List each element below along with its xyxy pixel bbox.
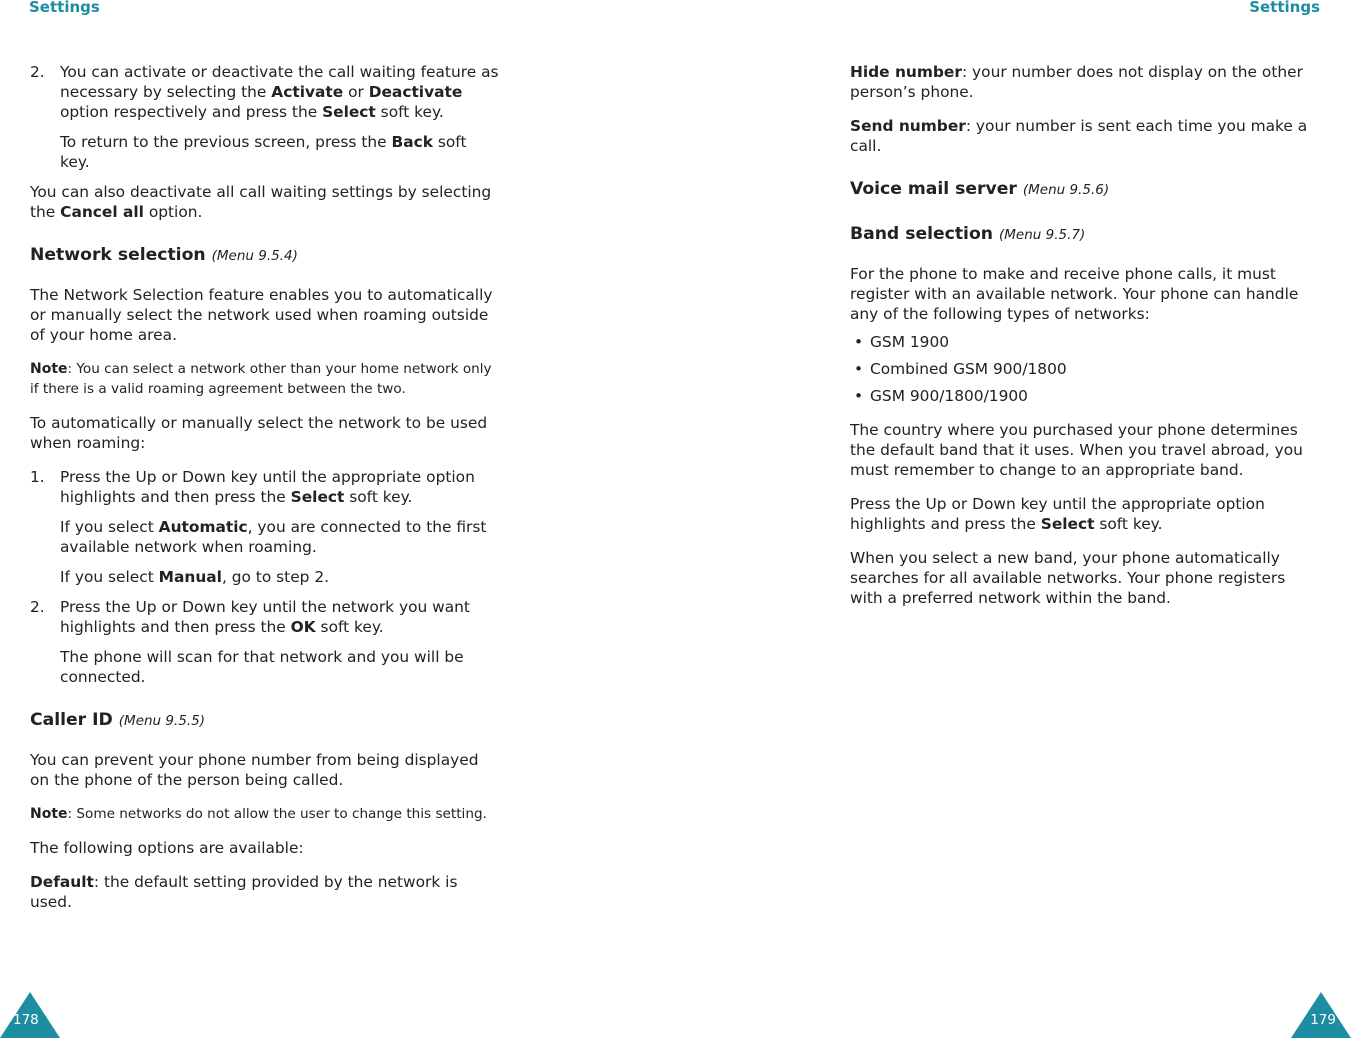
country-paragraph: The country where you purchased your phone determines the default band that it uses. When you travel abroad, you must remember to change to an appropriate band.	[850, 421, 1303, 479]
caller-id-intro: You can prevent your phone number from being displayed on the phone of the person being called.	[30, 751, 479, 789]
caller-id-heading: Caller ID (Menu 9.5.5)	[30, 710, 206, 730]
call-waiting-step-2: 2. You can activate or deactivate the call waiting feature as necessary by selecting the Activate or Deactivate option respectively and press the Select soft key.	[30, 63, 499, 121]
running-header-left: Settings	[29, 0, 100, 16]
page-number-left: 178	[13, 1012, 39, 1028]
scan-text: The phone will scan for that network and you will be connected.	[60, 648, 464, 686]
menu-reference: (Menu 9.5.7)	[999, 227, 1086, 243]
new-band-paragraph: When you select a new band, your phone automatically searches for all available networks. Your phone registers with a preferred network within the band.	[850, 549, 1286, 607]
bullet-icon: •	[854, 333, 864, 351]
left-page-content	[30, 62, 500, 926]
press-paragraph: Press the Up or Down key until the appropriate option highlights and press the Select soft key.	[850, 495, 1265, 533]
network-selection-heading: Network selection (Menu 9.5.4)	[30, 245, 298, 265]
network-step-1: 1. Press the Up or Down key until the appropriate option highlights and then press the Select soft key.	[30, 468, 475, 506]
step-number: 1.	[30, 468, 45, 486]
right-page-content	[850, 62, 1320, 622]
band-intro: For the phone to make and receive phone calls, it must register with an available network. Your phone can handle any of the following types of networks:	[850, 265, 1299, 323]
network-step-2: 2. Press the Up or Down key until the network you want highlights and then press the OK soft key.	[30, 598, 470, 636]
list-item: • GSM 1900	[854, 333, 950, 351]
list-item: • Combined GSM 900/1800	[854, 360, 1067, 378]
running-header-right: Settings	[1249, 0, 1320, 16]
list-item: • GSM 900/1800/1900	[854, 387, 1028, 405]
network-intro: The Network Selection feature enables you to automatically or manually select the network used when roaming outside of your home area.	[30, 286, 493, 344]
back-instruction: To return to the previous screen, press the Back soft key.	[60, 133, 467, 171]
options-lead: The following options are available:	[30, 839, 304, 857]
step-number: 2.	[30, 63, 45, 81]
send-number-option: Send number: your number is sent each time you make a call.	[850, 117, 1308, 155]
page-number-right: 179	[1310, 1012, 1336, 1028]
menu-reference: (Menu 9.5.6)	[1022, 182, 1110, 198]
automatic-option-text: If you select Automatic, you are connected to the first available network when roaming.	[60, 518, 487, 556]
network-lead: To automatically or manually select the network to be used when roaming:	[30, 414, 488, 452]
step-number: 2.	[30, 598, 45, 616]
caller-id-note: Note: Some networks do not allow the user to change this setting.	[30, 806, 487, 822]
menu-reference: (Menu 9.5.5)	[118, 713, 206, 729]
bullet-icon: •	[854, 360, 864, 378]
cancel-all-paragraph: You can also deactivate all call waiting settings by selecting the Cancel all option.	[30, 183, 492, 221]
manual-option-text: If you select Manual, go to step 2.	[60, 568, 330, 586]
menu-reference: (Menu 9.5.4)	[211, 248, 298, 264]
network-type-list	[850, 332, 1320, 406]
band-selection-heading: Band selection (Menu 9.5.7)	[850, 224, 1086, 244]
bullet-icon: •	[854, 387, 864, 405]
default-option: Default: the default setting provided by the network is used.	[30, 873, 458, 911]
hide-number-option: Hide number: your number does not display on the other person’s phone.	[850, 63, 1303, 101]
network-note: Note: You can select a network other than your home network only if there is a valid roaming agreement between the two.	[30, 361, 492, 397]
voice-mail-server-heading: Voice mail server (Menu 9.5.6)	[850, 179, 1110, 199]
